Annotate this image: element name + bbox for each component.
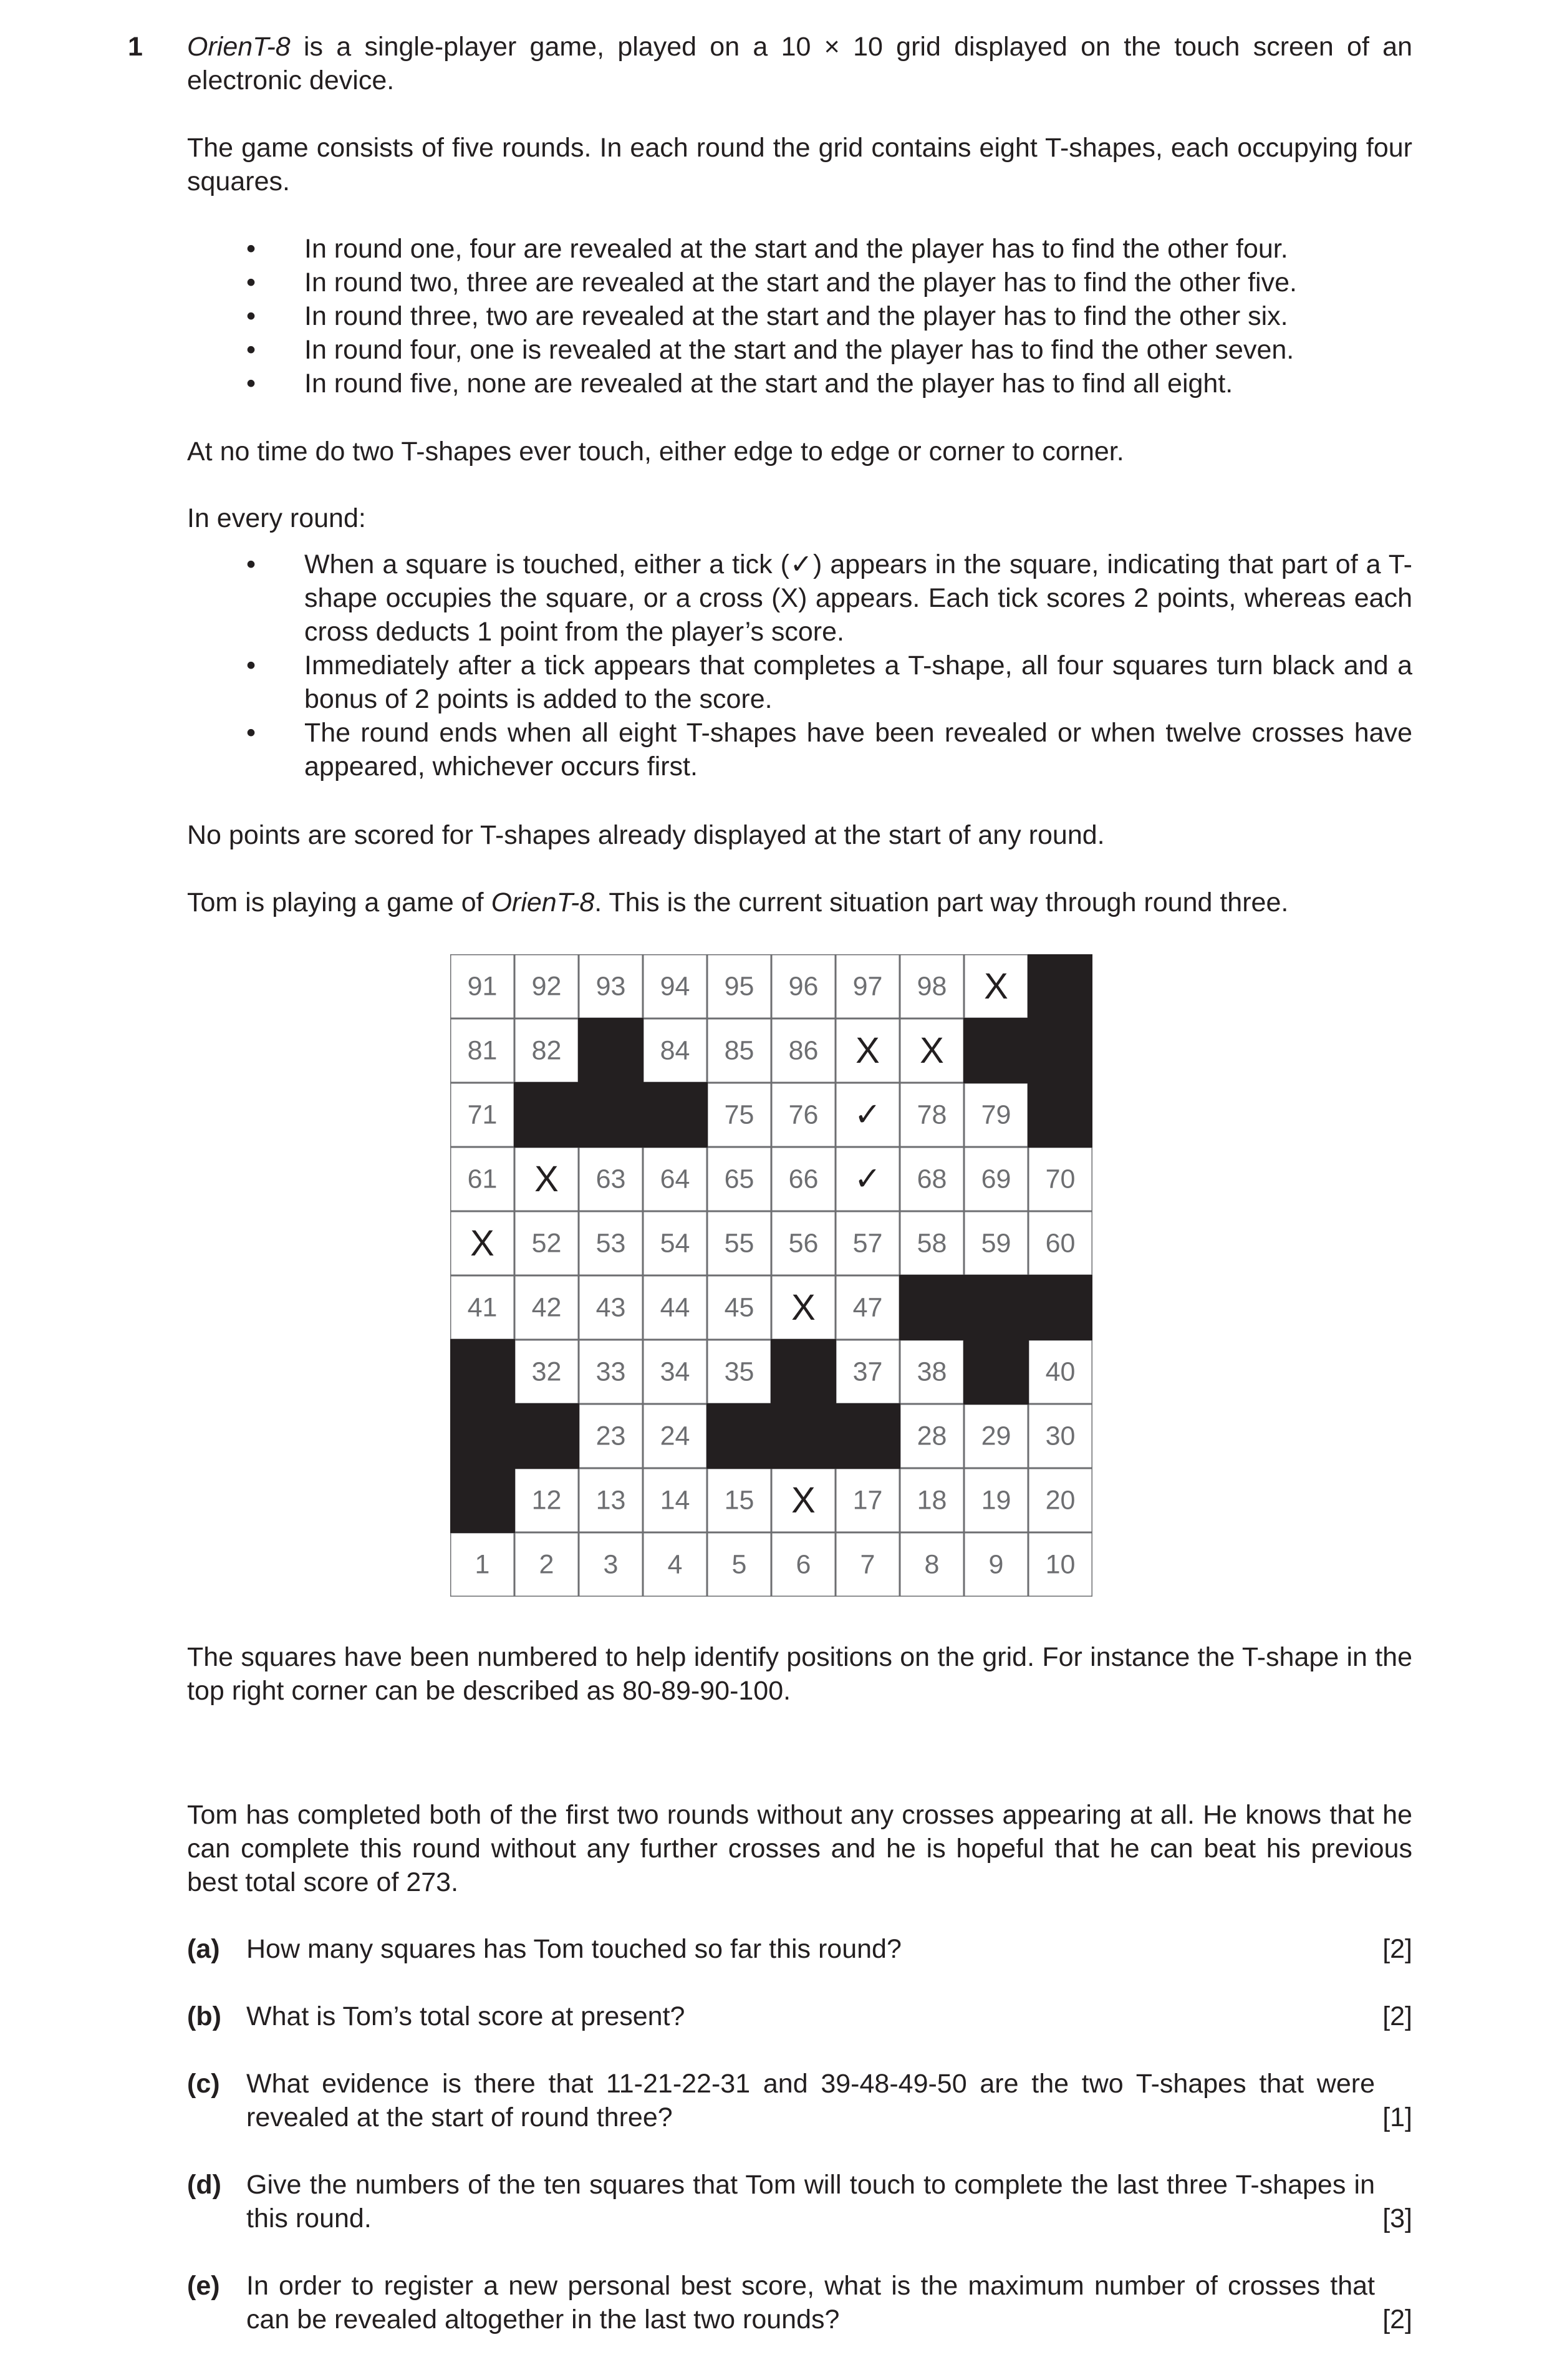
part-marks: [3] [1382,2203,1412,2233]
intro-paragraph [187,30,1412,97]
rules-list [187,548,1412,783]
square-number: 42 [531,1292,562,1323]
part-marks: [2] [1382,2305,1412,2334]
square-number: 78 [917,1100,947,1130]
square-number: 85 [724,1035,754,1066]
square-number: 33 [595,1357,626,1387]
situation-before: Tom is playing a game of [187,888,491,917]
round-item: • In round three, two are revealed at the start and the player has to find the other six. [187,299,1412,333]
part-text: What is Tom’s total score at present? [246,2001,685,2031]
square-number: 24 [660,1421,690,1451]
black-square [963,1275,1029,1340]
square-number: 20 [1045,1485,1076,1516]
game-grid [450,954,1092,1597]
rule-item: • The round ends when all eight T-shapes have been revealed or when twelve crosses have appeared, whichever occurs first. [187,716,1412,783]
square-number: 34 [660,1357,690,1387]
square-number: 40 [1045,1357,1076,1387]
part-label: (d) [187,2170,221,2200]
square-number: 61 [467,1164,498,1194]
no-touch-rule: At no time do two T-shapes ever touch, either edge to edge or corner to corner. [187,437,1124,467]
square-number: 81 [467,1035,498,1066]
black-square [642,1082,708,1148]
square-number: 91 [467,971,498,1002]
black-square [1028,954,1092,1019]
square-number: 58 [917,1228,947,1259]
no-points-rule: No points are scored for T-shapes already displayed at the start of any round. [187,820,1105,850]
part-marks: [2] [1382,2001,1412,2031]
black-square [771,1339,836,1405]
square-number: 2 [539,1549,554,1580]
rule-item: • Immediately after a tick appears that completes a T-shape, all four squares turn black and a bonus of 2 points is added to the score. [187,649,1412,716]
part-label: (a) [187,1934,220,1964]
square-number: 37 [852,1357,883,1387]
square-number: 18 [917,1485,947,1516]
square-number: 19 [981,1485,1011,1516]
square-number: 32 [531,1357,562,1387]
black-square [450,1339,515,1405]
square-number: 57 [852,1228,883,1259]
question-number: 1 [128,32,143,62]
game-name: OrienT-8 [491,888,595,917]
black-square [1028,1082,1092,1148]
square-number: 98 [917,971,947,1002]
tick-mark: ✓ [854,1096,882,1134]
square-number: 93 [595,971,626,1002]
black-square [1028,1275,1092,1340]
square-number: 76 [788,1100,819,1130]
square-number: 4 [667,1549,683,1580]
square-number: 60 [1045,1228,1076,1259]
every-round-heading: In every round: [187,503,366,533]
square-number: 66 [788,1164,819,1194]
square-number: 44 [660,1292,690,1323]
part-marks: [1] [1382,2102,1412,2132]
square-number: 47 [852,1292,883,1323]
round-item: • In round five, none are revealed at the start and the player has to find all eight. [187,367,1412,400]
cross-mark: X [984,966,1008,1007]
part-label: (e) [187,2271,220,2301]
part-text: How many squares has Tom touched so far this round? [246,1934,902,1964]
square-number: 68 [917,1164,947,1194]
square-number: 52 [531,1228,562,1259]
square-number: 3 [603,1549,619,1580]
black-square [706,1403,772,1469]
square-number: 29 [981,1421,1011,1451]
square-number: 65 [724,1164,754,1194]
square-number: 13 [595,1485,626,1516]
square-number: 17 [852,1485,883,1516]
situation-paragraph [187,886,1412,919]
part-label: (c) [187,2069,220,2099]
square-number: 53 [595,1228,626,1259]
cross-mark: X [470,1223,494,1264]
part-text: Give the numbers of the ten squares that Tom will touch to complete the last three T-shapes in this round. [246,2170,1375,2233]
black-square [963,1339,1029,1405]
black-square [450,1468,515,1533]
rule-item: • When a square is touched, either a tick (✓) appears in the square, indicating that part of a T-shape occupies the square, or a cross (X) appears. Each tick scores 2 points, whereas each cross deducts 1 point from the player’s score. [187,548,1412,649]
square-number: 84 [660,1035,690,1066]
cross-mark: X [791,1480,816,1521]
square-number: 8 [924,1549,940,1580]
square-number: 14 [660,1485,690,1516]
black-square [578,1082,643,1148]
square-number: 82 [531,1035,562,1066]
tick-mark: ✓ [854,1160,882,1198]
square-number: 96 [788,971,819,1002]
round-item: • In round two, three are revealed at the start and the player has to find the other five. [187,266,1412,299]
square-number: 12 [531,1485,562,1516]
square-number: 1 [475,1549,490,1580]
intro-text: is a single-player game, played on a 10 × 10 grid displayed on the touch screen of an electronic device. [187,32,1412,95]
square-number: 94 [660,971,690,1002]
part-a [187,1932,1412,1966]
square-number: 95 [724,971,754,1002]
part-c [187,2067,1412,2134]
round-item: • In round four, one is revealed at the start and the player has to find the other seven. [187,333,1412,367]
black-square [578,1018,643,1083]
cross-mark: X [855,1030,880,1071]
black-square [450,1403,515,1469]
square-number: 41 [467,1292,498,1323]
square-number: 7 [860,1549,875,1580]
black-square [514,1403,579,1469]
rounds-list [187,232,1412,400]
rounds-intro: The game consists of five rounds. In each round the grid contains eight T-shapes, each occupying four squares. [187,133,1412,196]
square-number: 55 [724,1228,754,1259]
square-number: 5 [731,1549,747,1580]
square-number: 59 [981,1228,1011,1259]
square-number: 38 [917,1357,947,1387]
square-number: 35 [724,1357,754,1387]
black-square [835,1403,900,1469]
square-number: 15 [724,1485,754,1516]
part-label: (b) [187,2001,221,2031]
square-number: 23 [595,1421,626,1451]
part-e [187,2269,1412,2336]
square-number: 54 [660,1228,690,1259]
square-number: 28 [917,1421,947,1451]
numbering-note: The squares have been numbered to help identify positions on the grid. For instance the T-shape in the top right corner can be described as 80-89-90-100. [187,1642,1412,1706]
square-number: 92 [531,971,562,1002]
square-number: 70 [1045,1164,1076,1194]
part-d [187,2168,1412,2235]
part-text: What evidence is there that 11-21-22-31 and 39-48-49-50 are the two T-shapes that were revealed at the start of round three? [246,2069,1375,2132]
cross-mark: X [534,1159,559,1199]
square-number: 71 [467,1100,498,1130]
game-name: OrienT-8 [187,32,291,62]
cross-mark: X [920,1030,944,1071]
square-number: 75 [724,1100,754,1130]
square-number: 63 [595,1164,626,1194]
square-number: 64 [660,1164,690,1194]
part-marks: [2] [1382,1934,1412,1964]
square-number: 43 [595,1292,626,1323]
black-square [963,1018,1029,1083]
black-square [1028,1018,1092,1083]
black-square [771,1403,836,1469]
tom-info: Tom has completed both of the first two rounds without any crosses appearing at all. He knows that he can complete this round without any further crosses and he is hopeful that he can beat his previous best total score of 273. [187,1800,1412,1897]
square-number: 10 [1045,1549,1076,1580]
square-number: 69 [981,1164,1011,1194]
square-number: 45 [724,1292,754,1323]
part-b [187,2000,1412,2033]
square-number: 97 [852,971,883,1002]
black-square [899,1275,965,1340]
square-number: 9 [988,1549,1004,1580]
situation-after: . This is the current situation part way through round three. [594,888,1289,917]
cross-mark: X [791,1287,816,1328]
square-number: 86 [788,1035,819,1066]
black-square [514,1082,579,1148]
part-text: In order to register a new personal best score, what is the maximum number of crosses that can be revealed altogether in the last two rounds? [246,2271,1375,2334]
round-item: • In round one, four are revealed at the start and the player has to find the other four. [187,232,1412,266]
square-number: 30 [1045,1421,1076,1451]
square-number: 56 [788,1228,819,1259]
square-number: 79 [981,1100,1011,1130]
square-number: 6 [796,1549,811,1580]
